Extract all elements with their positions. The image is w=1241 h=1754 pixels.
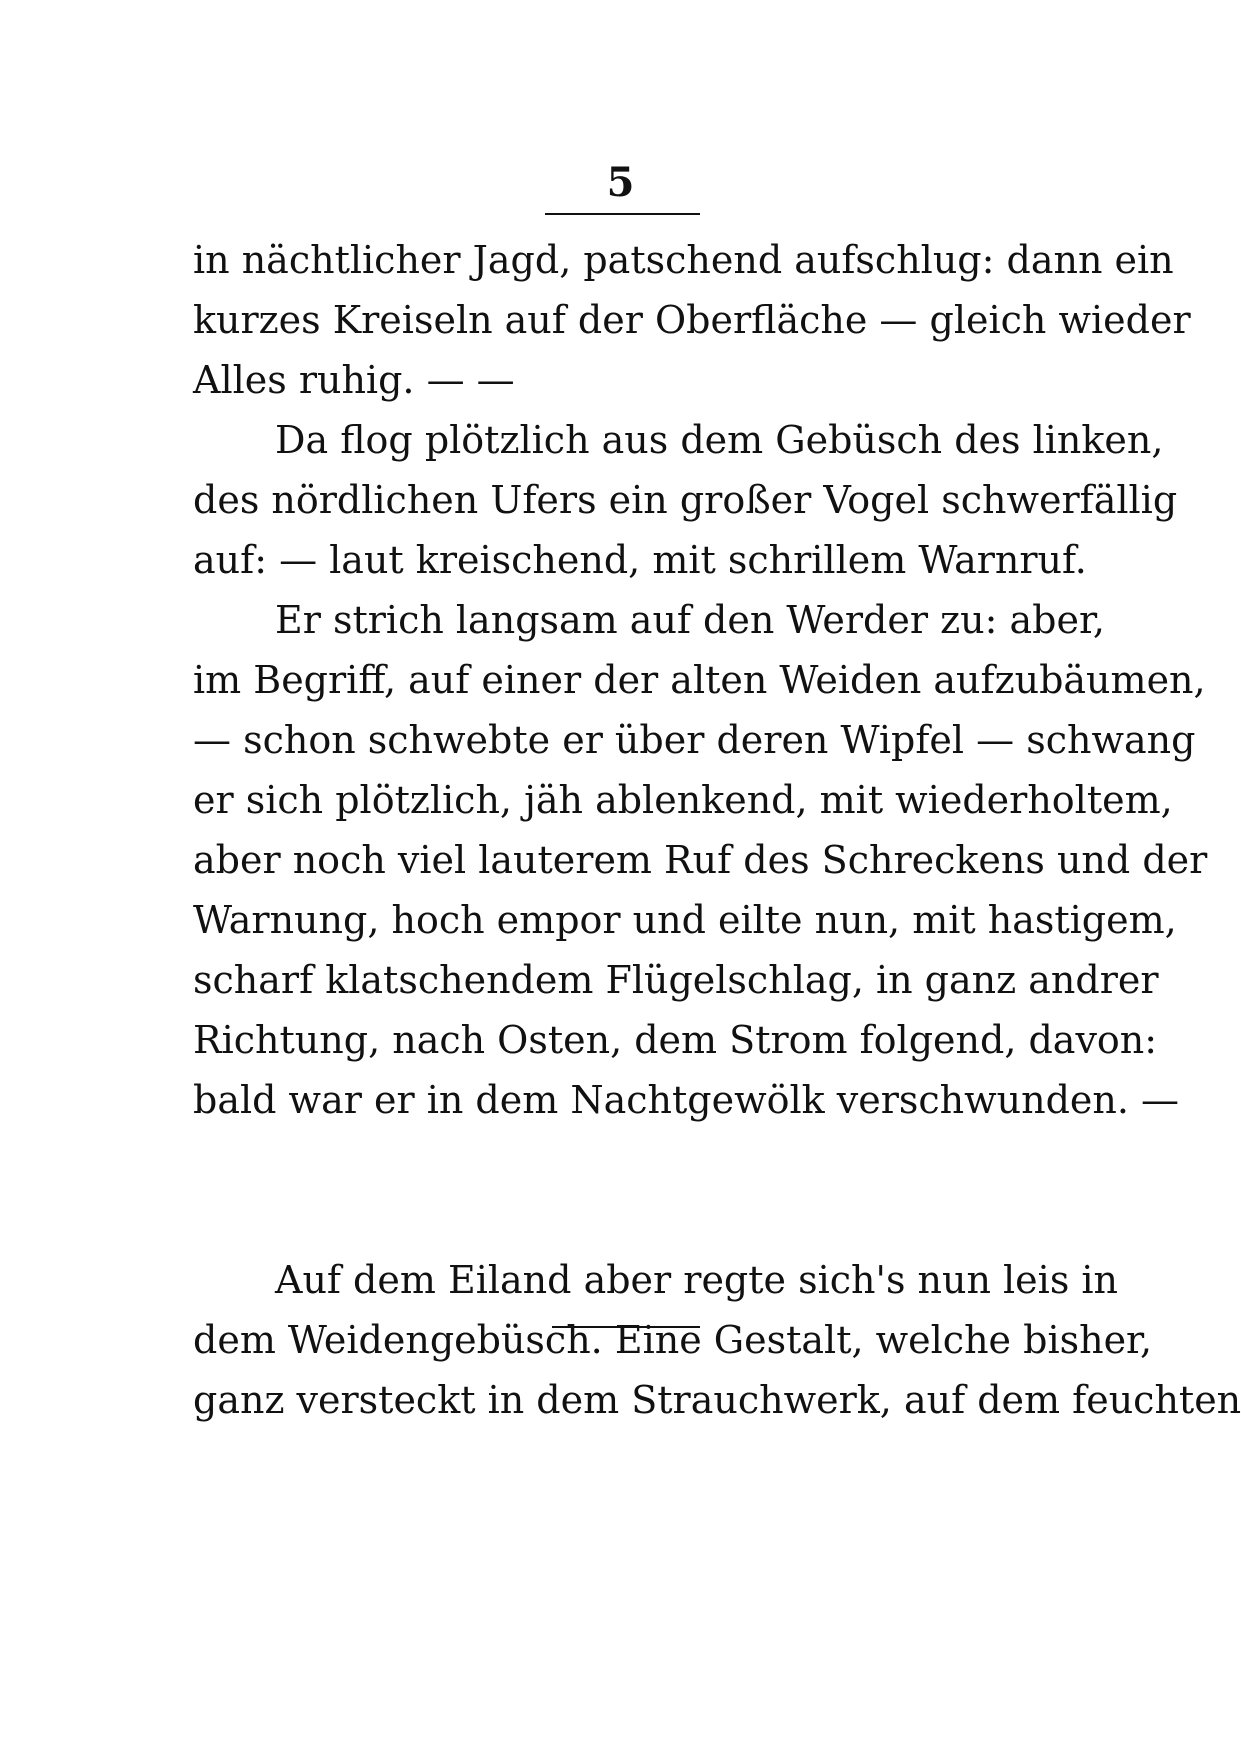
- text-line: kurzes Kreiseln auf der Oberfläche — gleich wieder: [193, 298, 1191, 342]
- text-line: er sich plötzlich, jäh ablenkend, mit wiederholtem,: [193, 778, 1173, 822]
- page-number: 5: [606, 159, 635, 206]
- text-line: dem Weidengebüsch. Eine Gestalt, welche bisher,: [193, 1318, 1153, 1362]
- text-line: aber noch viel lauterem Ruf des Schreckens und der: [193, 838, 1208, 882]
- text-line: — schon schwebte er über deren Wipfel — schwang: [193, 718, 1196, 762]
- text-line: Richtung, nach Osten, dem Strom folgend, davon:: [193, 1018, 1158, 1062]
- text-line: Da flog plötzlich aus dem Gebüsch des linken,: [275, 418, 1164, 462]
- text-line: auf: — laut kreischend, mit schrillem Warnruf.: [193, 538, 1087, 582]
- text-line: im Begriff, auf einer der alten Weiden aufzubäumen,: [193, 658, 1206, 702]
- text-line: Alles ruhig. — —: [193, 358, 515, 402]
- text-line: bald war er in dem Nachtgewölk verschwunden. —: [193, 1078, 1180, 1122]
- text-line: Er strich langsam auf den Werder zu: aber,: [275, 598, 1106, 642]
- header-divider: [545, 213, 700, 215]
- text-line: Warnung, hoch empor und eilte nun, mit hastigem,: [193, 898, 1177, 942]
- text-line: scharf klatschendem Flügelschlag, in ganz andrer: [193, 958, 1159, 1002]
- text-line: ganz versteckt in dem Strauchwerk, auf dem feuchten: [193, 1378, 1241, 1422]
- text-line: Auf dem Eiland aber regte sich's nun leis in: [275, 1258, 1119, 1302]
- text-line: des nördlichen Ufers ein großer Vogel schwerfällig: [193, 478, 1178, 522]
- text-line: in nächtlicher Jagd, patschend aufschlug: dann ein: [193, 238, 1174, 282]
